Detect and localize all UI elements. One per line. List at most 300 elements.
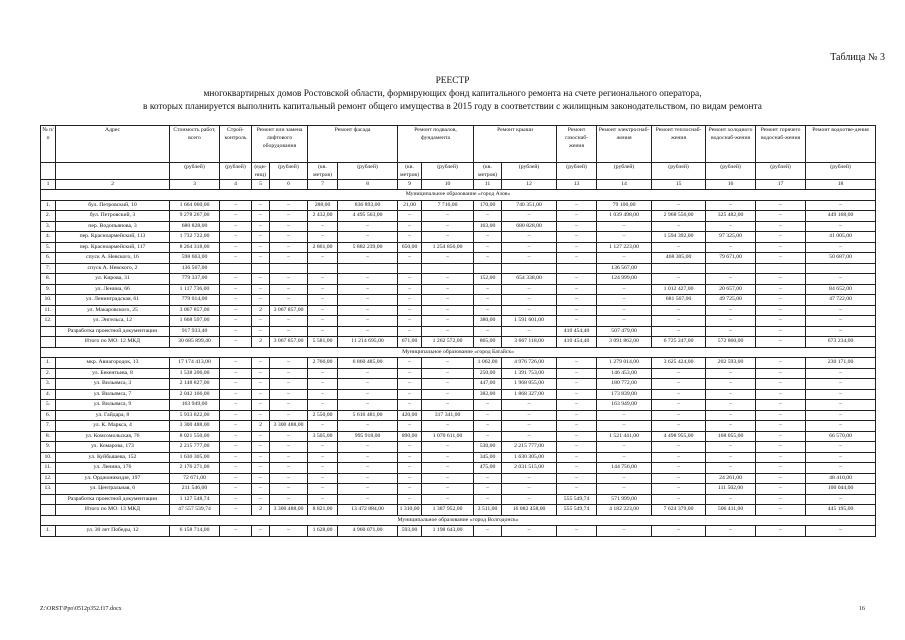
row-value: –: [308, 221, 338, 232]
row-value: –: [474, 284, 502, 295]
row-value: –: [422, 379, 474, 390]
table-row: [41, 211, 876, 222]
row-value: –: [756, 326, 806, 337]
row-value: –: [652, 316, 706, 327]
row-value: –: [557, 526, 597, 537]
row-value: [398, 263, 422, 274]
row-value: [270, 263, 308, 274]
row-value: –: [338, 221, 398, 232]
row-value: 1 279 014,00: [597, 358, 652, 369]
row-number: [41, 494, 56, 505]
row-value: –: [308, 305, 338, 316]
row-value: 136 567,00: [170, 263, 220, 274]
row-value: 779 014,00: [170, 295, 220, 306]
row-value: –: [270, 274, 308, 285]
row-value: –: [502, 431, 557, 442]
table-row: [41, 316, 876, 327]
row-value: –: [652, 221, 706, 232]
row-value: –: [422, 463, 474, 474]
row-value: –: [308, 484, 338, 495]
row-value: –: [252, 211, 270, 222]
row-value: –: [706, 389, 756, 400]
row-value: 47 557 539,74: [170, 505, 220, 516]
row-value: –: [252, 274, 270, 285]
row-value: –: [422, 284, 474, 295]
row-value: –: [806, 400, 876, 411]
row-value: –: [252, 295, 270, 306]
table-row: [41, 505, 876, 516]
column-number: 16: [706, 180, 756, 190]
row-value: 5 933 822,00: [170, 410, 220, 421]
row-number: 7.: [41, 263, 56, 274]
row-value: 6 158 714,00: [170, 526, 220, 537]
row-value: –: [270, 463, 308, 474]
row-address: пер. Красноармейский, 113: [56, 232, 170, 243]
row-value: 2 550,00: [308, 410, 338, 421]
row-value: –: [652, 326, 706, 337]
row-value: –: [252, 484, 270, 495]
row-value: –: [756, 337, 806, 348]
row-value: –: [806, 452, 876, 463]
row-value: –: [270, 484, 308, 495]
row-number: 3.: [41, 379, 56, 390]
row-value: –: [398, 484, 422, 495]
row-address: ул. Макаровского, 25: [56, 305, 170, 316]
row-value: 17 174 413,00: [170, 358, 220, 369]
table-row: [41, 221, 876, 232]
table-row: [41, 368, 876, 379]
table-row: [41, 232, 876, 243]
row-value: –: [806, 326, 876, 337]
row-value: –: [270, 211, 308, 222]
table-row: [41, 326, 876, 337]
row-value: –: [308, 473, 338, 484]
row-value: –: [220, 232, 252, 243]
row-value: –: [338, 473, 398, 484]
table-row: [41, 253, 876, 264]
column-number: 8: [338, 180, 398, 190]
row-value: –: [756, 379, 806, 390]
row-value: 681 567,00: [652, 295, 706, 306]
row-value: 1 664 060,00: [170, 200, 220, 211]
row-value: –: [502, 473, 557, 484]
row-value: 650,00: [398, 242, 422, 253]
row-value: –: [338, 326, 398, 337]
row-value: 168 055,00: [706, 431, 756, 442]
row-value: –: [398, 358, 422, 369]
row-value: 571 999,00: [597, 494, 652, 505]
table-row: [41, 389, 876, 400]
row-number: 11.: [41, 305, 56, 316]
row-value: 20 657,00: [706, 284, 756, 295]
table-row: [41, 337, 876, 348]
row-value: 3 300 488,00: [270, 421, 308, 432]
row-value: 1 262 572,00: [422, 337, 474, 348]
row-value: 6 725 247,00: [652, 337, 706, 348]
row-value: –: [252, 463, 270, 474]
row-value: –: [597, 295, 652, 306]
row-value: –: [252, 284, 270, 295]
row-value: 11 214 695,00: [338, 337, 398, 348]
row-value: –: [502, 232, 557, 243]
row-value: –: [398, 221, 422, 232]
row-value: –: [308, 379, 338, 390]
row-address: мкр. Авиагородок, 13: [56, 358, 170, 369]
row-value: –: [422, 232, 474, 243]
row-value: –: [597, 316, 652, 327]
row-value: –: [220, 242, 252, 253]
row-value: 152,00: [474, 274, 502, 285]
row-value: –: [474, 410, 502, 421]
row-value: –: [308, 316, 338, 327]
row-value: –: [806, 463, 876, 474]
row-value: –: [308, 421, 338, 432]
row-value: –: [557, 284, 597, 295]
document-subtitle-line-1: многоквартирных домов Ростовской области, формирующих фонд капитального ремонта на счете регионального оператора,: [203, 89, 702, 99]
row-value: –: [398, 305, 422, 316]
row-value: –: [338, 442, 398, 453]
row-value: 598 663,00: [170, 253, 220, 264]
row-value: 170,00: [474, 200, 502, 211]
row-number: 9.: [41, 284, 56, 295]
row-value: –: [422, 316, 474, 327]
row-value: –: [422, 452, 474, 463]
row-value: –: [338, 316, 398, 327]
row-value: –: [308, 274, 338, 285]
row-value: –: [422, 484, 474, 495]
section-title: Муниципальное образование «город Азов»: [41, 190, 876, 201]
row-address: ул. 30 лет Победы, 12: [56, 526, 170, 537]
row-address: ул. Комсомольская, 76: [56, 431, 170, 442]
row-value: –: [252, 242, 270, 253]
row-value: 7 716,00: [422, 200, 474, 211]
row-value: 1 039 498,00: [597, 211, 652, 222]
row-address: ул. Кирова, 31: [56, 274, 170, 285]
row-value: –: [338, 368, 398, 379]
row-value: –: [706, 494, 756, 505]
row-value: –: [398, 494, 422, 505]
row-value: [557, 263, 597, 274]
row-value: –: [252, 389, 270, 400]
row-address: пер. Красноармейский, 117: [56, 242, 170, 253]
row-value: 555 549,74: [557, 505, 597, 516]
row-value: –: [220, 358, 252, 369]
column-number: 10: [422, 180, 474, 190]
table-caption: Таблица № 3: [830, 52, 885, 63]
row-value: –: [597, 473, 652, 484]
row-value: –: [270, 410, 308, 421]
header-address: Адрес: [56, 126, 170, 163]
row-value: –: [706, 326, 756, 337]
row-value: –: [597, 284, 652, 295]
row-value: [308, 263, 338, 274]
unit-cold: (рублей): [706, 163, 756, 180]
row-value: –: [706, 305, 756, 316]
row-value: –: [756, 295, 806, 306]
registry-table: [40, 125, 876, 537]
row-value: 1 630 305,00: [502, 452, 557, 463]
table-row: [41, 358, 876, 369]
row-value: 680 828,00: [170, 221, 220, 232]
row-value: –: [652, 452, 706, 463]
table-row: [41, 442, 876, 453]
row-value: –: [252, 431, 270, 442]
row-value: 1 127 548,74: [170, 494, 220, 505]
row-number: 1.: [41, 200, 56, 211]
document-title: РЕЕСТР: [435, 76, 470, 86]
row-value: –: [806, 305, 876, 316]
row-value: –: [756, 452, 806, 463]
row-value: 530,00: [474, 442, 502, 453]
row-value: 468 305,00: [652, 253, 706, 264]
row-value: 2 766,00: [308, 358, 338, 369]
row-value: –: [756, 368, 806, 379]
row-value: –: [502, 484, 557, 495]
row-address: ул. Энгельса, 12: [56, 316, 170, 327]
row-value: 680 828,00: [502, 221, 557, 232]
row-value: –: [706, 316, 756, 327]
row-value: –: [652, 421, 706, 432]
column-number: 14: [597, 180, 652, 190]
unit-elevator-units: (еди-ниц): [252, 163, 270, 180]
row-value: –: [270, 442, 308, 453]
row-value: –: [252, 526, 270, 537]
row-value: –: [706, 274, 756, 285]
row-value: –: [252, 410, 270, 421]
unit-cell-empty: [56, 163, 170, 180]
row-number: 3.: [41, 221, 56, 232]
row-number: 4.: [41, 389, 56, 400]
row-value: 555 549,74: [557, 494, 597, 505]
row-value: 84 652,00: [806, 284, 876, 295]
row-value: 124 999,00: [597, 274, 652, 285]
column-number: 18: [806, 180, 876, 190]
table-row: [41, 494, 876, 505]
row-value: –: [398, 368, 422, 379]
row-value: –: [597, 305, 652, 316]
row-value: 1 594 392,00: [652, 232, 706, 243]
document-subtitle-line-2: в которых планируется выполнить капитальный ремонт общего имущества в 2015 году в соответствии с жилищным законодательством, по видам ремонта: [143, 102, 762, 112]
unit-facade-rub: (рублей): [338, 163, 398, 180]
row-value: –: [502, 295, 557, 306]
row-value: –: [706, 379, 756, 390]
row-value: –: [756, 253, 806, 264]
row-value: 2 042 166,00: [170, 389, 220, 400]
row-value: 2 432,00: [308, 211, 338, 222]
row-value: 66 570,00: [806, 431, 876, 442]
row-address: Итого по МО: 12 МКД: [56, 337, 170, 348]
row-value: 173 839,00: [597, 389, 652, 400]
unit-roof-rub: (рублей): [502, 163, 557, 180]
unit-basement-rub: (рублей): [422, 163, 474, 180]
row-value: –: [557, 463, 597, 474]
row-address: Разработка проектной документации: [56, 326, 170, 337]
row-value: –: [252, 368, 270, 379]
row-value: 779 337,00: [170, 274, 220, 285]
row-value: –: [338, 494, 398, 505]
row-number: 7.: [41, 421, 56, 432]
unit-roof-sqm: (кв. метров): [474, 163, 502, 180]
row-value: –: [706, 200, 756, 211]
row-value: –: [706, 410, 756, 421]
row-value: 572 860,00: [706, 337, 756, 348]
row-value: 146 453,00: [597, 368, 652, 379]
row-value: –: [557, 221, 597, 232]
row-number: 8.: [41, 431, 56, 442]
row-value: –: [474, 494, 502, 505]
row-address: ул. Ленинградская, 61: [56, 295, 170, 306]
column-number: 1: [41, 180, 56, 190]
row-value: –: [557, 421, 597, 432]
row-value: 1 968 055,00: [502, 379, 557, 390]
row-value: 593,00: [398, 526, 422, 537]
row-value: –: [422, 326, 474, 337]
row-value: –: [270, 526, 308, 537]
row-value: 100 044,00: [806, 484, 876, 495]
row-value: 2 148 827,00: [170, 379, 220, 390]
row-value: 97 325,00: [706, 232, 756, 243]
row-value: –: [502, 253, 557, 264]
row-number: 6.: [41, 410, 56, 421]
row-value: 1 070 611,00: [422, 431, 474, 442]
table-row: [41, 421, 876, 432]
row-value: [338, 263, 398, 274]
row-value: –: [270, 232, 308, 243]
unit-basement-sqm: (кв. метров): [398, 163, 422, 180]
row-value: –: [652, 473, 706, 484]
row-address: ул. Ленина, 66: [56, 284, 170, 295]
row-value: –: [220, 494, 252, 505]
row-value: –: [474, 400, 502, 411]
row-value: –: [557, 274, 597, 285]
row-value: 9 278 267,00: [170, 211, 220, 222]
row-value: –: [308, 463, 338, 474]
row-value: –: [252, 253, 270, 264]
row-number: 13.: [41, 484, 56, 495]
row-value: 1 062,00: [474, 358, 502, 369]
row-value: –: [270, 379, 308, 390]
row-value: –: [502, 326, 557, 337]
row-value: –: [308, 284, 338, 295]
unit-heat: (рублей): [652, 163, 706, 180]
column-number: 9: [398, 180, 422, 190]
row-value: –: [756, 305, 806, 316]
row-value: –: [252, 200, 270, 211]
row-number: [41, 337, 56, 348]
row-value: 8 821,00: [308, 505, 338, 516]
row-value: –: [338, 379, 398, 390]
row-value: –: [597, 410, 652, 421]
row-address: Итого по МО: 13 МКД: [56, 505, 170, 516]
row-value: 24 261,00: [706, 473, 756, 484]
row-value: 230 171,00: [806, 358, 876, 369]
row-value: 4 498 955,00: [652, 431, 706, 442]
row-value: –: [652, 379, 706, 390]
row-value: –: [270, 400, 308, 411]
row-value: –: [706, 452, 756, 463]
row-value: 3 067 857,00: [170, 305, 220, 316]
row-value: 382,00: [474, 389, 502, 400]
row-value: –: [252, 494, 270, 505]
row-value: –: [756, 526, 806, 537]
header-hot: Ремонт горячего водоснаб-жения: [756, 126, 806, 163]
row-value: 4 182 223,00: [597, 505, 652, 516]
row-value: –: [756, 442, 806, 453]
row-value: –: [270, 316, 308, 327]
row-value: –: [706, 463, 756, 474]
row-value: –: [474, 211, 502, 222]
row-address: ул. Орджоникидзе, 197: [56, 473, 170, 484]
row-address: бул. Петровский, 3: [56, 211, 170, 222]
table-row: [41, 242, 876, 253]
row-value: –: [398, 316, 422, 327]
row-value: –: [422, 274, 474, 285]
header-num: № п/п: [41, 126, 56, 163]
row-value: [502, 263, 557, 274]
row-value: 163 949,00: [597, 400, 652, 411]
row-value: –: [270, 200, 308, 211]
row-value: –: [220, 400, 252, 411]
row-number: 5.: [41, 400, 56, 411]
row-value: –: [597, 452, 652, 463]
row-value: [220, 263, 252, 274]
row-value: –: [220, 326, 252, 337]
row-value: –: [338, 400, 398, 411]
row-value: –: [474, 295, 502, 306]
row-value: 163,00: [474, 221, 502, 232]
row-value: 2: [252, 337, 270, 348]
row-value: –: [220, 421, 252, 432]
row-value: –: [422, 358, 474, 369]
row-value: –: [557, 410, 597, 421]
row-value: 180 772,00: [597, 379, 652, 390]
row-value: –: [252, 452, 270, 463]
row-value: 1 127 223,00: [597, 242, 652, 253]
table-row: [41, 526, 876, 537]
row-value: 836 893,00: [338, 200, 398, 211]
row-number: 10.: [41, 452, 56, 463]
row-value: 1 630 305,00: [170, 452, 220, 463]
row-address: ул. Центральная, 6: [56, 484, 170, 495]
row-value: 47 722,00: [806, 295, 876, 306]
row-value: –: [502, 400, 557, 411]
section-header-row: [41, 515, 876, 526]
row-value: –: [338, 484, 398, 495]
row-value: –: [756, 358, 806, 369]
row-value: 3 625 424,00: [652, 358, 706, 369]
row-value: –: [597, 442, 652, 453]
row-value: –: [252, 316, 270, 327]
column-number: 7: [308, 180, 338, 190]
row-value: –: [398, 452, 422, 463]
row-value: –: [220, 484, 252, 495]
row-value: –: [308, 232, 338, 243]
row-value: –: [220, 221, 252, 232]
row-value: 410 454,40: [557, 326, 597, 337]
row-value: –: [557, 379, 597, 390]
row-value: 654 338,00: [502, 274, 557, 285]
row-value: 5 616 481,00: [338, 410, 398, 421]
row-value: 163 949,00: [170, 400, 220, 411]
row-value: –: [338, 274, 398, 285]
row-value: –: [220, 368, 252, 379]
row-value: –: [252, 221, 270, 232]
row-value: –: [756, 463, 806, 474]
row-value: –: [557, 473, 597, 484]
column-number: 11: [474, 180, 502, 190]
row-value: –: [270, 473, 308, 484]
row-value: 447,00: [474, 379, 502, 390]
